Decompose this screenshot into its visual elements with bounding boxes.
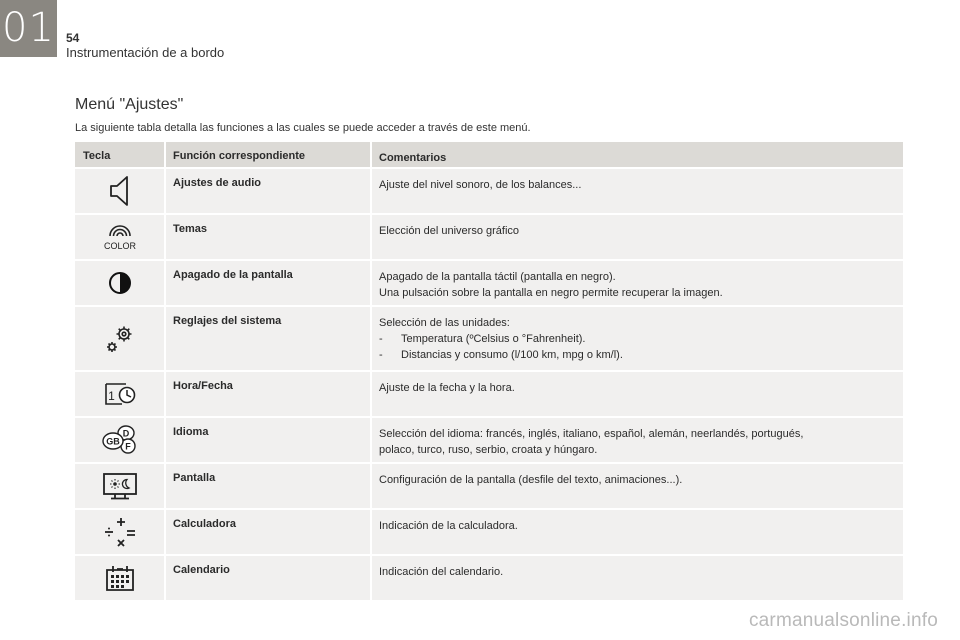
function-name: Hora/Fecha [166, 372, 372, 416]
time-date-icon [75, 372, 166, 416]
speaker-icon [75, 169, 166, 213]
watermark: carmanualsonline.info [748, 610, 938, 631]
color-theme-icon-label: COLOR [103, 241, 136, 251]
comment-cell [372, 510, 903, 554]
table-row [75, 464, 903, 510]
function-name: Temas [166, 215, 372, 259]
comment-cell [372, 372, 903, 416]
comment-line: polaco, turco, ruso, serbio, croata y húngaro. [379, 444, 598, 456]
time-date-icon-label: 1 [107, 389, 115, 403]
table-row [75, 418, 903, 464]
function-name: Idioma [166, 418, 372, 462]
display-icon [75, 464, 166, 508]
system-settings-gears-icon [75, 307, 166, 370]
comment-cell [372, 215, 903, 259]
column-header-function: Función correspondiente [166, 142, 372, 167]
comment-cell [372, 169, 903, 213]
comment-line: Indicación del calendario. [379, 566, 504, 578]
calendar-icon [75, 556, 166, 600]
comment-line: Selección del idioma: francés, inglés, italiano, español, alemán, neerlandés, portugués, [379, 428, 804, 440]
comment-cell [372, 556, 903, 600]
language-icon [75, 418, 166, 462]
comment-cell [372, 418, 903, 462]
comment-line: Ajuste del nivel sonoro, de los balances... [379, 179, 582, 191]
table-row [75, 169, 903, 215]
function-name: Ajustes de audio [166, 169, 372, 213]
bullet-item: - Temperatura (ºCelsius o °Fahrenheit). [379, 333, 586, 345]
comment-line: Configuración de la pantalla (desfile del texto, animaciones...). [379, 474, 683, 486]
screen-off-icon [75, 261, 166, 305]
color-theme-icon [75, 215, 166, 259]
settings-table [75, 142, 903, 602]
table-row [75, 372, 903, 418]
section-name: Instrumentación de a bordo [66, 45, 225, 60]
table-header-row [75, 142, 903, 169]
language-icon-label-gb: GB [105, 436, 120, 447]
column-header-key: Tecla [75, 142, 166, 167]
table-row [75, 556, 903, 602]
function-name: Pantalla [166, 464, 372, 508]
comment-cell [372, 307, 903, 370]
table-row [75, 261, 903, 307]
page-number: 54 [66, 31, 80, 45]
bullet-text: Temperatura (ºCelsius o °Fahrenheit). [401, 333, 586, 345]
comment-cell [372, 464, 903, 508]
comment-line: Apagado de la pantalla táctil (pantalla en negro). [379, 271, 616, 283]
table-row [75, 510, 903, 556]
table-row [75, 307, 903, 372]
comment-line: Selección de las unidades: [379, 317, 510, 329]
comment-line: Ajuste de la fecha y la hora. [379, 382, 515, 394]
page-title: Menú "Ajustes" [75, 96, 184, 113]
chapter-tab: 01 [0, 0, 57, 57]
comment-line: Elección del universo gráfico [379, 225, 520, 237]
comment-cell [372, 261, 903, 305]
comment-line: Indicación de la calculadora. [379, 520, 518, 532]
function-name: Reglajes del sistema [166, 307, 372, 370]
intro-text: La siguiente tabla detalla las funciones a las cuales se puede acceder a través de este menú. [75, 122, 531, 134]
bullet-item: - Distancias y consumo (l/100 km, mpg o km/l). [379, 349, 623, 361]
function-name: Calendario [166, 556, 372, 600]
comment-line: Una pulsación sobre la pantalla en negro permite recuperar la imagen. [379, 287, 723, 299]
bullet-text: Distancias y consumo (l/100 km, mpg o km/l). [401, 349, 623, 361]
function-name: Calculadora [166, 510, 372, 554]
function-name: Apagado de la pantalla [166, 261, 372, 305]
table-row [75, 215, 903, 261]
language-icon-label-d: D [122, 428, 129, 439]
calculator-icon [75, 510, 166, 554]
column-header-comments: Comentarios [379, 152, 447, 164]
language-icon-label-f: F [124, 441, 131, 452]
